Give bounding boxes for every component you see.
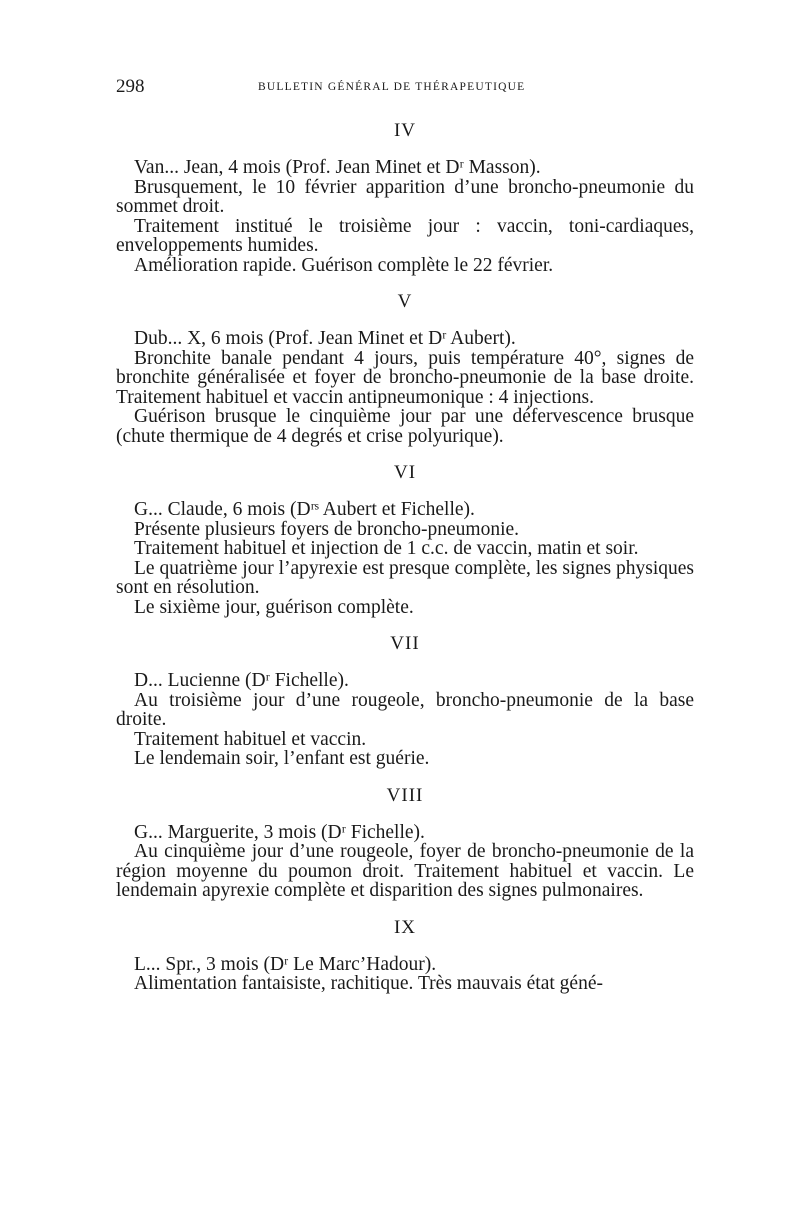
case-patient: G... Claude, 6 mois (Dʳˢ Aubert et Fichelle). — [134, 499, 475, 520]
case-number: IX — [393, 916, 417, 938]
case-paragraph: Alimentation fantaisiste, rachitique. Très mauvais état géné- — [134, 973, 603, 994]
case-patient: G... Marguerite, 3 mois (Dʳ Fichelle). — [134, 821, 425, 843]
case-4 — [116, 118, 694, 275]
case-paragraph: Présente plusieurs foyers de broncho-pneumonie. — [134, 518, 520, 540]
case-paragraph: Bronchite banale pendant 4 jours, puis température 40°, signes de bronchite généralisée et foyer de broncho-pneumonie de la base droite. Traitement habituel et vaccin antipneumonique : 4 injections. — [116, 347, 694, 408]
case-patient: Dub... X, 6 mois (Prof. Jean Minet et Dʳ Aubert). — [134, 328, 516, 349]
case-5 — [116, 289, 694, 446]
case-paragraph: Guérison brusque le cinquième jour par une défervescence brusque (chute thermique de 4 degrés et crise polyurique). — [116, 406, 694, 447]
case-patient: L... Spr., 3 mois (Dʳ Le Marc’Hadour). — [134, 953, 437, 975]
case-paragraph: Brusquement, le 10 février apparition d’une broncho-pneumonie du sommet droit. — [116, 176, 694, 217]
case-number: VII — [390, 633, 420, 654]
case-number: V — [397, 291, 413, 312]
case-paragraph: Traitement habituel et injection de 1 c.c. de vaccin, matin et soir. — [134, 538, 639, 559]
case-paragraph: Traitement institué le troisième jour : vaccin, toni-cardiaques, enveloppements humides. — [116, 215, 694, 256]
case-paragraph: Amélioration rapide. Guérison complète le 22 février. — [134, 254, 554, 276]
case-number: VI — [393, 462, 417, 483]
case-8 — [116, 783, 694, 901]
case-patient: Van... Jean, 4 mois (Prof. Jean Minet et Dʳ Masson). — [134, 157, 541, 178]
page-body — [116, 118, 694, 994]
running-title: BULLETIN GÉNÉRAL DE THÉRAPEUTIQUE — [258, 81, 526, 93]
case-paragraph: Traitement habituel et vaccin. — [134, 728, 367, 750]
page-number: 298 — [116, 76, 145, 97]
case-paragraph: Le sixième jour, guérison complète. — [134, 596, 414, 618]
case-9 — [116, 915, 694, 994]
case-paragraph: Le quatrième jour l’apyrexie est presque complète, les signes physiques sont en résolution. — [116, 557, 694, 598]
case-paragraph: Au troisième jour d’une rougeole, broncho-pneumonie de la base droite. — [116, 689, 694, 730]
case-6 — [116, 460, 694, 617]
case-number: IV — [393, 120, 417, 141]
case-paragraph: Au cinquième jour d’une rougeole, foyer de broncho-pneumonie de la région moyenne du poumon droit. Traitement habituel et vaccin. Le lendemain apyrexie complète et disparition des signes pulmonaires. — [116, 841, 694, 901]
page-header — [116, 76, 696, 100]
case-number: VIII — [386, 784, 424, 806]
case-paragraph: Le lendemain soir, l’enfant est guérie. — [134, 748, 430, 769]
case-patient: D... Lucienne (Dʳ Fichelle). — [134, 670, 349, 691]
case-7 — [116, 631, 694, 769]
